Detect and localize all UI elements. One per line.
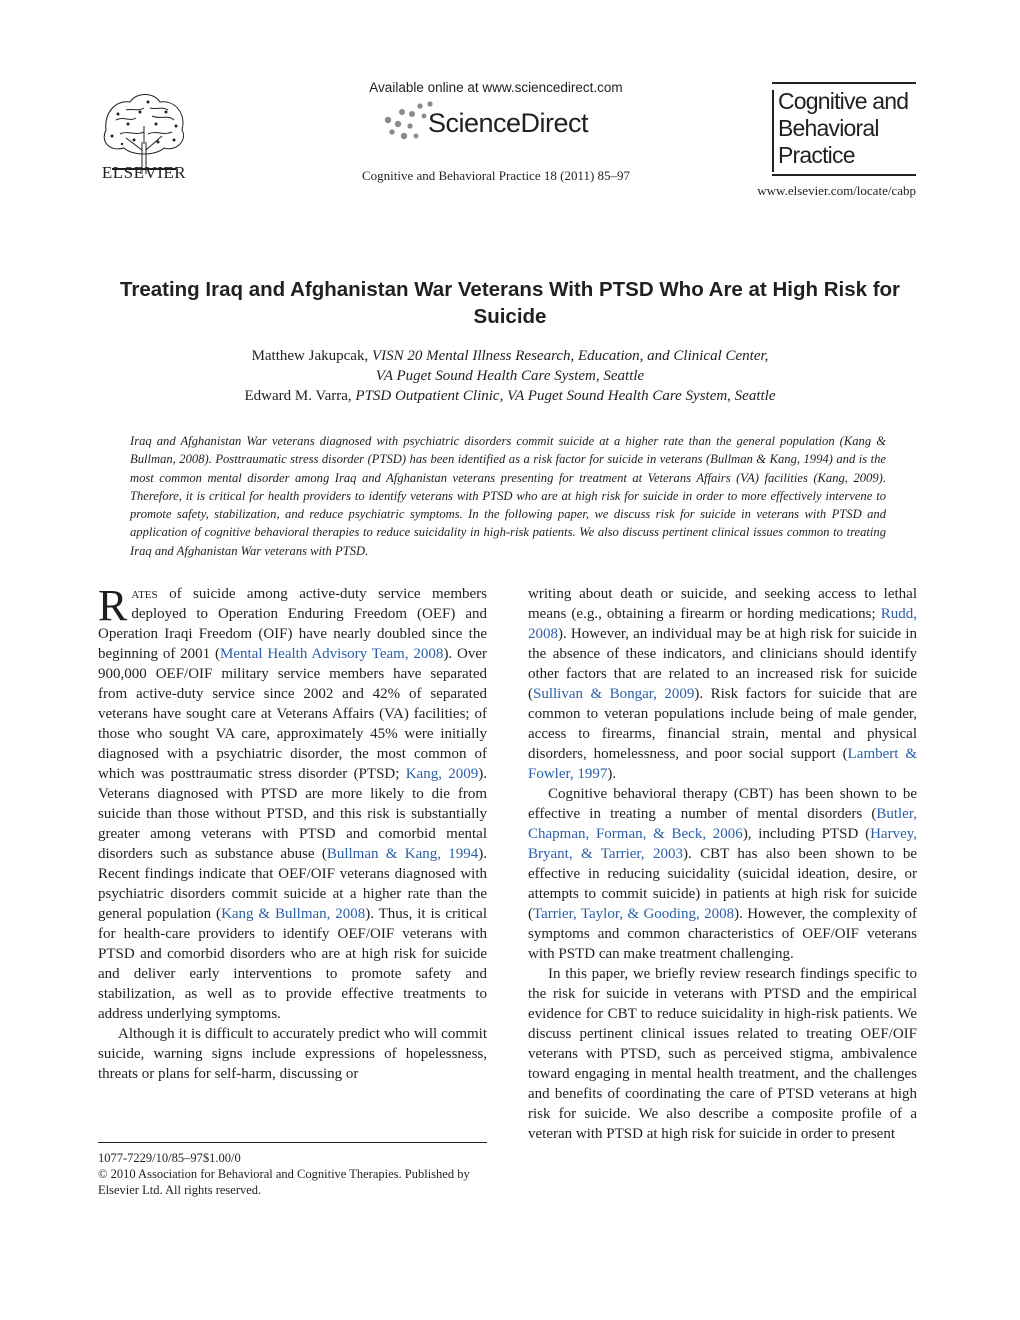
text-run: ), including PTSD ( xyxy=(742,826,871,842)
available-online-text: Available online at www.sciencedirect.com xyxy=(369,80,623,95)
footnote-rule xyxy=(98,1142,487,1143)
journal-title-line: Behavioral xyxy=(778,115,879,141)
body-column-left xyxy=(98,581,488,1084)
abstract: Iraq and Afghanistan War veterans diagnosed with psychiatric disorders commit suicide at a higher rate than the general population (Kang & Bullman, 2008). Posttraumatic stress disorder (PTSD) has been identified as a risk factor for suicide in veterans (Bullman & Kang, 1994) and is the most common mental disorder among Iraq and Afghanistan veterans presenting for treatment at Veterans Affairs (VA) facilities (Kang, 2009). Therefore, it is critical for health providers to identify veterans with PTSD who are at high risk for suicide in order to more effectively intervene to promote safety, stabilization, and reduce psychiatric symptoms. In the following paper, we discuss risk for suicide in veterans with PTSD and application of cognitive behavioral therapies to reduce suicidality in high-risk patients. We also discuss pertinent clinical issues common to treating Iraq and Afghanistan War veterans with PTSD. xyxy=(130,434,886,558)
text-run: ). Over 900,000 OEF/OIF military service members have separated from active-duty service since 2002 and 42% of separated veterans have sought care at Veterans Affairs (VA) facilities; of those who sought VA care, approximately 45% were initially diagnosed with a psychiatric disorder, the most common of which was posttraumatic stress disorder (PTSD; xyxy=(98,646,488,782)
issn-line: 1077-7229/10/85–97$1.00/0 xyxy=(98,1151,241,1165)
text-run: ). Veterans diagnosed with PTSD are more likely to die from suicide than those without PTSD, and this risk is substantially greater among veterans with PTSD and comorbid mental disorders such as substance abuse ( xyxy=(98,766,487,862)
text-run: ). xyxy=(607,766,617,782)
author-line-2 xyxy=(0,388,1020,405)
author-name: Matthew Jakupcak, xyxy=(251,348,369,364)
text-run: ). However, the complexity of symptoms and common characteristics of OEF/OIF veterans with PSTD can make treatment challenging. xyxy=(528,906,917,962)
text-run: ). Thus, it is critical for health-care providers to identify OEF/OIF veterans with PTSD and comorbid disorders who are at high risk for suicide and deliver early interventions to promote safety and stabilization, as well as to provide effective treatments to address underlying symptoms. xyxy=(98,906,488,1022)
author-line-1 xyxy=(0,348,1020,365)
paragraph xyxy=(528,784,917,964)
citation-link[interactable]: Lambert & Fowler, 1997 xyxy=(528,746,917,782)
paragraph: In this paper, we briefly review research findings specific to the risk for suicide in veterans with PTSD and the empirical evidence for CBT to reduce suicidality in high-risk patients. We discuss pertinent clinical issues related to treating OEF/OIF veterans with PTSD, such as perceived stigma, ambivalence toward engaging in mental health treatment, and the challenges and benefits of coordinating the care of PTSD veterans at high risk for suicide. We also describe a composite profile of a veteran with PTSD at high risk for suicide in order to present xyxy=(528,966,917,1142)
citation-link[interactable]: Tarrier, Taylor, & Gooding, 2008 xyxy=(533,906,735,922)
paragraph xyxy=(98,581,488,1024)
citation-link[interactable]: Butler, Chapman, Forman, & Beck, 2006 xyxy=(528,806,917,842)
text-run: ). Recent findings indicate that OEF/OIF veterans diagnosed with psychiatric disorders commit suicide at a higher rate than the general population ( xyxy=(98,846,487,922)
journal-title xyxy=(778,88,918,169)
copyright-line: © 2010 Association for Behavioral and Cognitive Therapies. Published by Elsevier Ltd. All rights reserved. xyxy=(98,1167,470,1197)
text-run: writing about death or suicide, and seeking access to lethal means (e.g., obtaining a firearm or hording medications; xyxy=(528,586,917,622)
paragraph xyxy=(528,584,917,784)
journal-title-line: Cognitive and xyxy=(778,88,909,114)
citation-link[interactable]: Kang, 2009 xyxy=(405,766,479,782)
paragraph: Although it is difficult to accurately predict who will commit suicide, warning signs include expressions of hopelessness, threats or plans for self-harm, discussing or xyxy=(98,1026,487,1082)
sciencedirect-wordmark: ScienceDirect xyxy=(428,108,589,138)
drop-cap: R xyxy=(98,581,128,630)
text-run: Cognitive behavioral therapy (CBT) has been shown to be effective in treating a number of mental disorders ( xyxy=(528,786,917,822)
journal-citation: Cognitive and Behavioral Practice 18 (2011) 85–97 xyxy=(361,168,631,183)
journal-box-top-rule xyxy=(772,82,916,84)
text-run: ). CBT has also been shown to be effective in reducing suicidality (suicidal ideation, desire, or attempts to commit suicide) in patients at high risk for suicide ( xyxy=(528,846,917,922)
publisher-name: ELSEVIER xyxy=(101,163,187,182)
author-affiliation: VISN 20 Mental Illness Research, Education, and Clinical Center, xyxy=(371,348,769,364)
author-affiliation: PTSD Outpatient Clinic, VA Puget Sound Health Care System, Seattle xyxy=(355,388,776,404)
citation-link[interactable]: Rudd, 2008 xyxy=(528,606,917,642)
text-run: of suicide among active-duty service members deployed to Operation Enduring Freedom (OEF) and Operation Iraqi Freedom (OIF) have nearly doubled since the beginning of 2001 ( xyxy=(98,586,487,662)
citation-link[interactable]: Mental Health Advisory Team, 2008 xyxy=(220,646,444,662)
smallcaps-lead: ates xyxy=(131,586,158,602)
citation-link[interactable]: Sullivan & Bongar, 2009 xyxy=(533,686,695,702)
footnote xyxy=(98,1150,487,1198)
journal-title-line: Practice xyxy=(778,142,855,168)
journal-box-bottom-rule xyxy=(772,174,916,176)
journal-box-left-rule xyxy=(772,90,774,172)
body-column-right xyxy=(528,584,917,1144)
text-run: ). However, an individual may be at high risk for suicide in the absence of these indicators, and clinicians should identify other factors that are related to an increased risk for suicide ( xyxy=(528,626,917,702)
citation-link[interactable]: Harvey, Bryant, & Tarrier, 2003 xyxy=(528,826,917,862)
author-name: Edward M. Varra, xyxy=(244,388,352,404)
author-affiliation-cont: VA Puget Sound Health Care System, Seattle xyxy=(375,368,645,384)
text-run: ). Risk factors for suicide that are common to veteran populations include being of male gender, access to firearms, financial strain, mental and physical disorders, homelessness, and poor social support ( xyxy=(528,686,917,762)
citation-link[interactable]: Bullman & Kang, 1994 xyxy=(326,846,479,862)
article-title: Treating Iraq and Afghanistan War Veterans With PTSD Who Are at High Risk for Suicide xyxy=(119,278,901,328)
citation-link[interactable]: Kang & Bullman, 2008 xyxy=(221,906,366,922)
journal-url[interactable]: www.elsevier.com/locate/cabp xyxy=(757,183,916,198)
